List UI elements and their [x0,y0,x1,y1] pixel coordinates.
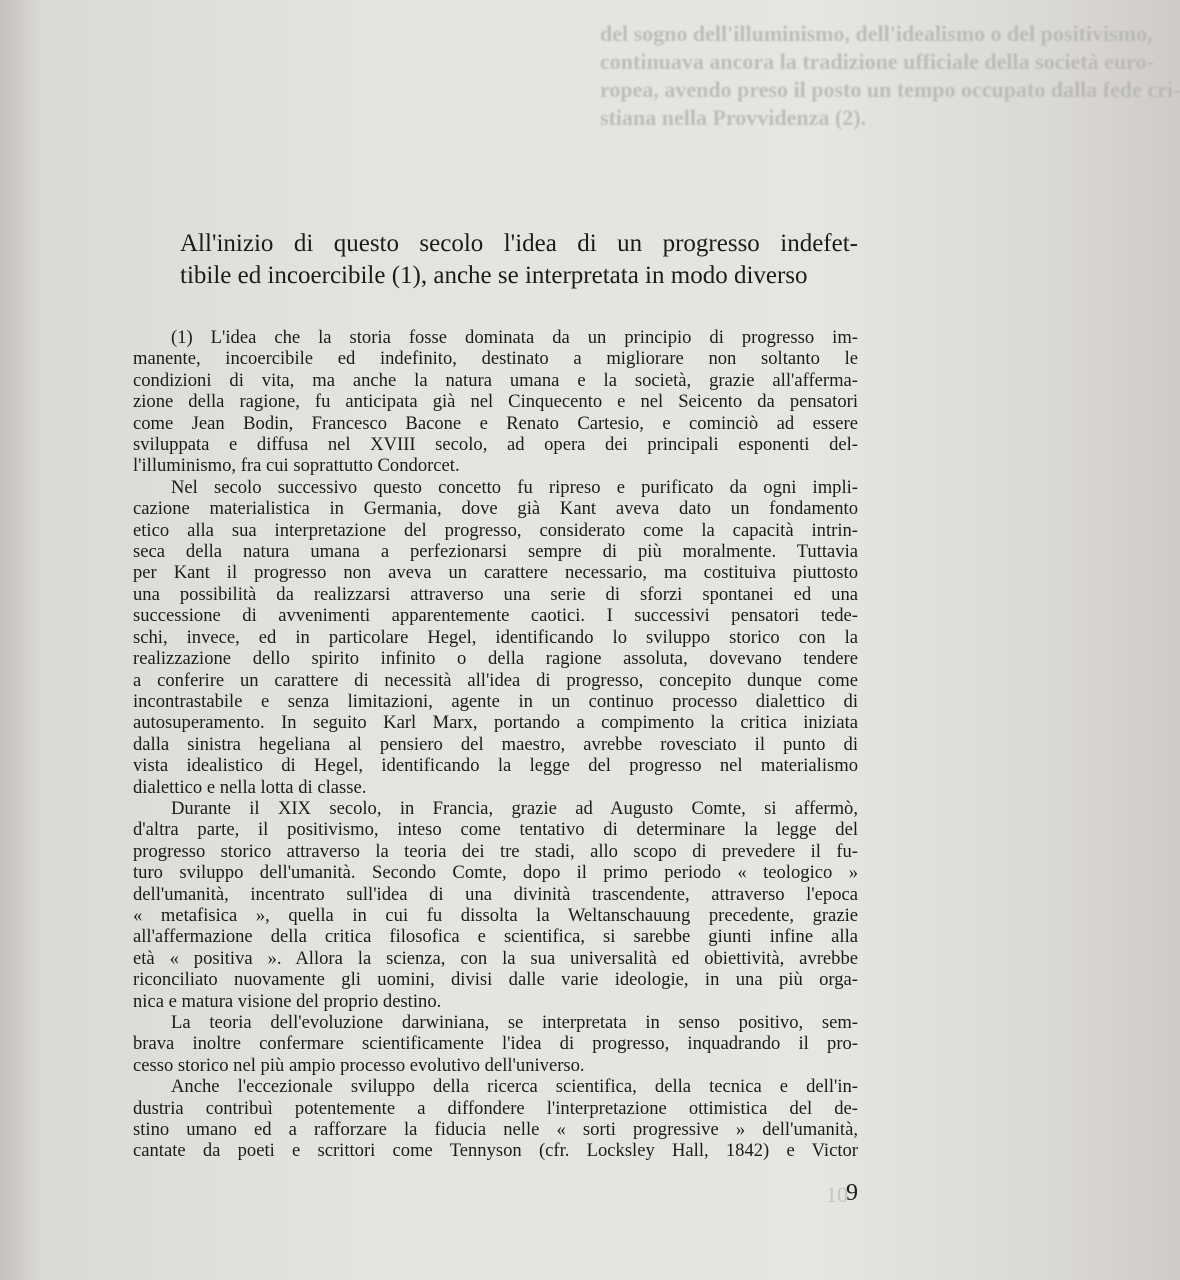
body-text-heading [180,228,858,292]
bleed-line: continuava ancora la tradizione ufficiale della società euro- [600,49,1154,74]
footnote-line: (1) L'idea che la storia fosse dominata da un principio di progresso im- [171,327,858,348]
bleed-line: stiana nella Provvidenza (2). [600,105,867,130]
footnote-line: La teoria dell'evoluzione darwiniana, se interpretata in senso positivo, sem- [171,1012,858,1033]
footnote-line: Anche l'eccezionale sviluppo della ricerca scientifica, della tecnica e dell'in- [171,1076,858,1098]
heading-line: All'inizio di questo secolo l'idea di un progresso indefet- [180,230,858,257]
footnote-line: incontrastabile e senza limitazioni, agente in un continuo processo dialettico di [133,690,858,712]
footnote-line: una possibilità da realizzarsi attraverso una serie di sforzi spontanei ed una [133,583,858,605]
footnote-line: riconciliato nuovamente gli uomini, divisi dalle varie ideologie, in una più orga- [133,969,858,991]
footnote-line: dustria contribuì potentemente a diffondere l'interpretazione ottimistica del de- [133,1097,858,1119]
footnote-line: etico alla sua interpretazione del progresso, considerato come la capacità intrin- [133,519,858,541]
page-shadow [0,0,40,1280]
footnote-line: cesso storico nel più ampio processo evolutivo dell'universo. [133,1054,585,1076]
footnote-line: dell'umanità, incentrato sull'idea di una divinità trascendente, attraverso l'epoca [133,883,858,905]
footnote-line: turo sviluppo dell'umanità. Secondo Comte, dopo il primo periodo « teologico » [133,862,858,884]
footnote-line: nica e matura visione del proprio destino. [133,990,442,1012]
footnote-line: « metafisica », quella in cui fu dissolta la Weltanschauung precedente, grazie [133,904,858,926]
footnote-line: età « positiva ». Allora la scienza, con la sua universalità ed obiettività, avrebbe [133,947,858,969]
bleed-through-text [600,20,1180,132]
page-number: 9 [846,1180,858,1206]
footnote-line: schi, invece, ed in particolare Hegel, identificando lo sviluppo storico con la [133,626,858,648]
footnote-line: stino umano ed a rafforzare la fiducia nelle « sorti progressive » dell'umanità, [133,1119,858,1141]
footnote-line: sviluppata e diffusa nel XVIII secolo, ad opera dei principali esponenti del- [133,434,858,456]
footnote [133,327,858,1162]
bleed-line: del sogno dell'illuminismo, dell'idealismo o del positivismo, [600,21,1153,46]
footnote-line: condizioni di vita, ma anche la natura umana e la società, grazie all'afferma- [133,369,858,391]
footnote-line: a conferire un carattere di necessità all'idea di progresso, concepito dunque come [133,669,858,691]
footnote-line: cantate da poeti e scrittori come Tennyson (cfr. Locksley Hall, 1842) e Victor [133,1140,858,1162]
footnote-line: realizzazione dello spirito infinito o della ragione assoluta, dovevano tendere [133,648,858,670]
heading-line: tibile ed incoercibile (1), anche se interpretata in modo diverso [180,262,808,289]
footnote-line: per Kant il progresso non aveva un carattere necessario, ma costituiva piuttosto [133,562,858,584]
page-number-ghost: 10 [826,1182,848,1207]
footnote-line: dialettico e nella lotta di classe. [133,776,367,798]
footnote-line: progresso storico attraverso la teoria dei tre stadi, allo scopo di prevedere il fu- [133,840,858,862]
footnote-line: cazione materialistica in Germania, dove già Kant aveva dato un fondamento [133,498,858,520]
footnote-line: vista idealistico di Hegel, identificando la legge del progresso nel materialismo [133,755,858,777]
footnote-line: seca della natura umana a perfezionarsi sempre di più moralmente. Tuttavia [133,541,858,563]
footnote-line: Durante il XIX secolo, in Francia, grazie ad Augusto Comte, si affermò, [171,797,858,819]
footnote-line: autosuperamento. In seguito Karl Marx, portando a compimento la critica iniziata [133,712,858,734]
footnote-line: d'altra parte, il positivismo, inteso come tentativo di determinare la legge del [133,819,858,841]
footnote-line: all'affermazione della critica filosofica e scientifica, si sarebbe giunti infine alla [133,926,858,948]
bleed-line: ropea, avendo preso il posto un tempo occupato dalla fede cri- [600,77,1180,102]
footnote-line: manente, incoercibile ed indefinito, destinato a migliorare non soltanto le [133,348,858,370]
footnote-line: zione della ragione, fu anticipata già nel Cinquecento e nel Seicento da pensatori [133,391,858,413]
footnote-line: brava inoltre confermare scientificamente l'idea di progresso, inquadrando il pro- [133,1033,858,1055]
footnote-line: l'illuminismo, fra cui soprattutto Condorcet. [133,455,460,477]
footnote-line: dalla sinistra hegeliana al pensiero del maestro, avrebbe rovesciato il punto di [133,733,858,755]
footnote-line: come Jean Bodin, Francesco Bacone e Renato Cartesio, e cominciò ad essere [133,412,858,434]
footnote-line: Nel secolo successivo questo concetto fu ripreso e purificato da ogni impli- [171,476,858,498]
footnote-line: successione di avvenimenti apparentemente caotici. I successivi pensatori tede- [133,605,858,627]
